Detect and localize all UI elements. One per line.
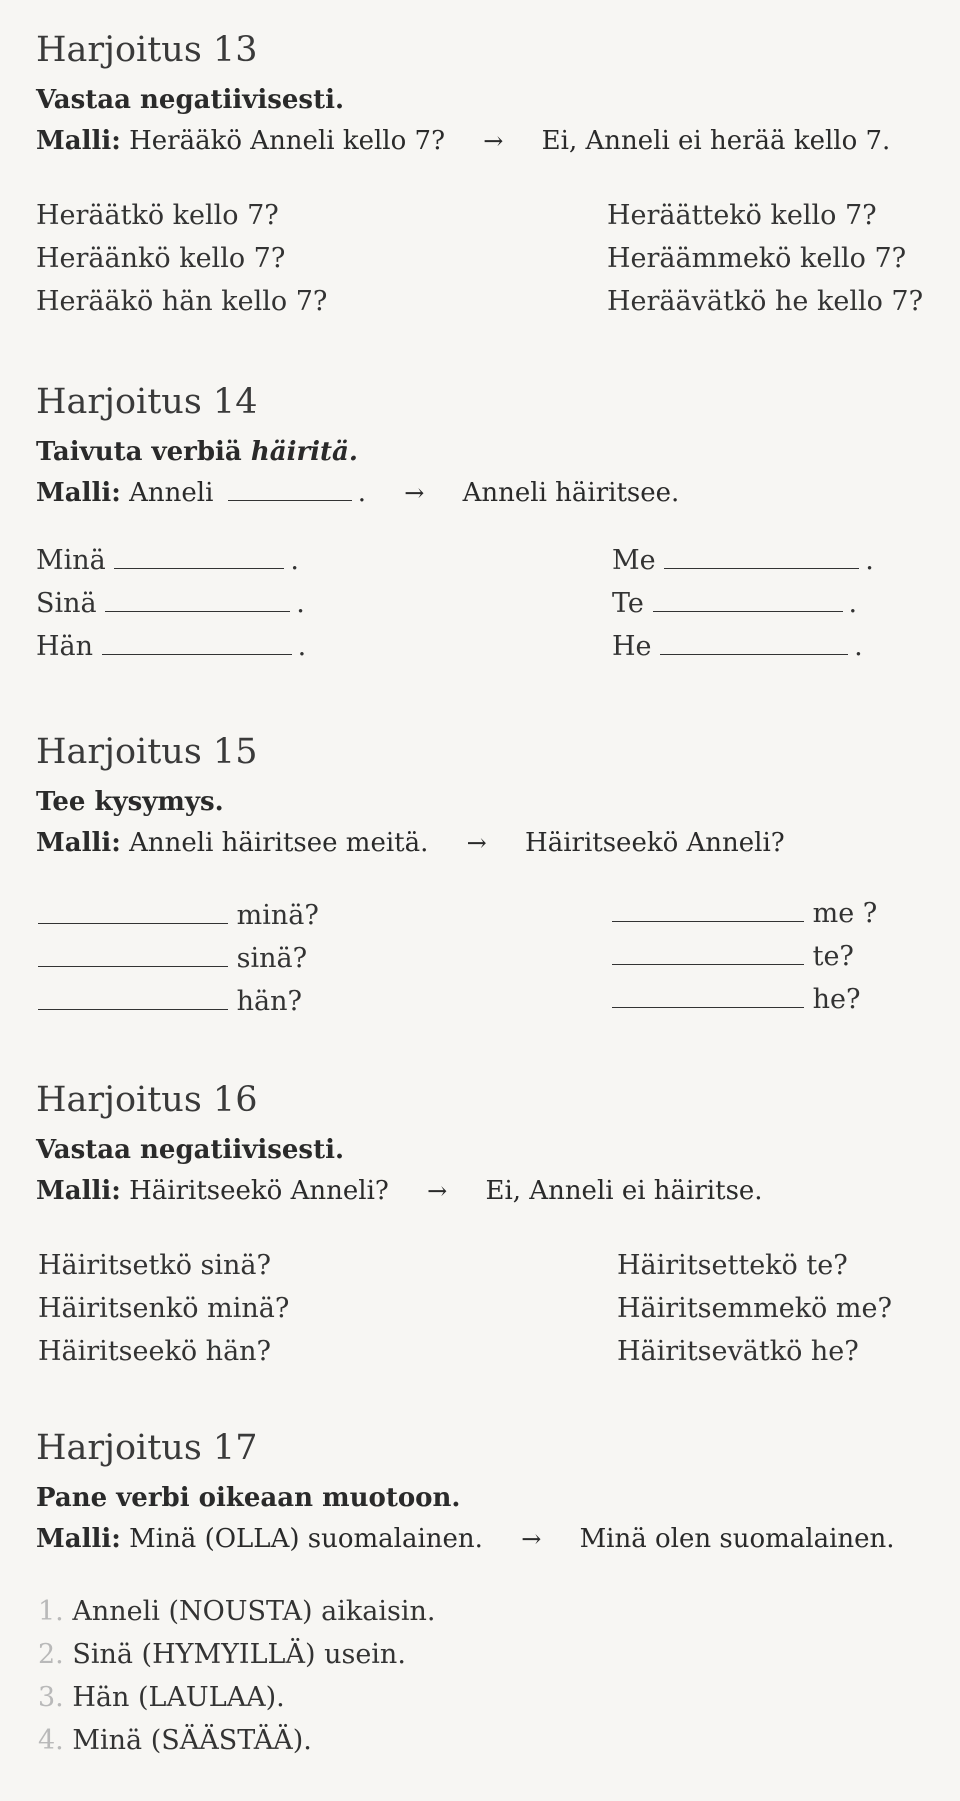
right-item: Heräämmekö kello 7? [607,243,907,274]
exercise-instruction [36,437,358,467]
pronoun: minä? [236,900,319,931]
pronoun: Sinä [36,588,97,619]
model-answer: Anneli häiritsee. [462,478,680,508]
model-question: Anneli [129,478,214,508]
model-label: Malli: [36,478,121,508]
model-question: Minä (OLLA) suomalainen. [129,1524,483,1554]
answer-blank[interactable] [660,632,848,655]
model-label: Malli: [36,1176,121,1206]
exercise-instruction: Pane verbi oikeaan muotoon. [36,1483,461,1513]
instruction-text: Taivuta verbiä [36,437,242,467]
model-answer: Häiritseekö Anneli? [525,828,785,858]
answer-blank[interactable] [664,546,859,569]
right-item: Häiritsevätkö he? [617,1336,859,1367]
right-item: Häiritsettekö te? [617,1250,848,1281]
list-item [38,1596,435,1627]
model-line [36,828,785,858]
model-label: Malli: [36,1524,121,1554]
period: . [865,545,874,576]
model-line [36,478,679,508]
left-item: Häiritsetkö sinä? [38,1250,272,1281]
right-item [612,941,854,972]
exercise-instruction: Vastaa negatiivisesti. [36,1135,345,1165]
pronoun: Te [612,588,644,619]
pronoun: Minä [36,545,106,576]
model-label: Malli: [36,126,121,156]
left-item [36,631,306,662]
right-item: Heräävätkö he kello 7? [607,286,924,317]
left-item [38,943,307,974]
answer-blank[interactable] [114,546,284,569]
period: . [290,545,299,576]
right-item [612,631,863,662]
answer-blank[interactable] [612,985,804,1008]
exercise-title: Harjoitus 16 [36,1080,258,1120]
answer-blank[interactable] [612,899,804,922]
answer-blank[interactable] [228,478,352,501]
model-line [36,1176,763,1206]
right-item: Heräättekö kello 7? [607,200,877,231]
item-number: 1. [38,1596,64,1627]
item-number: 3. [38,1682,64,1713]
item-text: Anneli (NOUSTA) aikaisin. [72,1596,436,1627]
exercise-instruction: Vastaa negatiivisesti. [36,85,345,115]
item-number: 2. [38,1639,64,1670]
answer-blank[interactable] [105,589,290,612]
right-item: Häiritsemmekö me? [617,1293,892,1324]
arrow-icon: → [521,1525,542,1553]
left-item [36,545,299,576]
item-number: 4. [38,1725,64,1756]
model-line [36,126,890,156]
left-item [38,900,319,931]
period: . [296,588,305,619]
right-item [612,898,877,929]
model-question: Anneli häiritsee meitä. [129,828,429,858]
model-answer: Ei, Anneli ei häiritse. [485,1176,763,1206]
arrow-icon: → [483,127,504,155]
answer-blank[interactable] [102,632,292,655]
pronoun: hän? [236,986,302,1017]
pronoun: sinä? [236,943,308,974]
item-text: Minä (SÄÄSTÄÄ). [72,1725,312,1756]
model-line [36,1524,895,1554]
list-item [38,1639,406,1670]
pronoun: He [612,631,652,662]
answer-blank[interactable] [612,942,804,965]
model-question: Herääkö Anneli kello 7? [129,126,446,156]
answer-blank[interactable] [38,987,228,1010]
right-item [612,588,857,619]
pronoun: te? [812,941,854,972]
answer-blank[interactable] [653,589,843,612]
pronoun: Hän [36,631,94,662]
arrow-icon: → [466,829,487,857]
left-item: Herääkö hän kello 7? [36,286,328,317]
period: . [854,631,863,662]
arrow-icon: → [404,479,425,507]
period: . [357,478,366,508]
exercise-title: Harjoitus 17 [36,1428,258,1468]
instruction-verb: häiritä. [250,437,358,467]
model-label: Malli: [36,828,121,858]
right-item [612,545,874,576]
list-item [38,1682,285,1713]
pronoun: he? [812,984,861,1015]
answer-blank[interactable] [38,944,228,967]
left-item [36,588,305,619]
model-question: Häiritseekö Anneli? [129,1176,389,1206]
item-text: Sinä (HYMYILLÄ) usein. [72,1639,406,1670]
exercise-title: Harjoitus 13 [36,30,258,70]
exercise-title: Harjoitus 14 [36,382,258,422]
model-answer: Ei, Anneli ei herää kello 7. [541,126,891,156]
model-answer: Minä olen suomalainen. [579,1524,895,1554]
left-item: Häiritsenkö minä? [38,1293,290,1324]
left-item: Heräänkö kello 7? [36,243,286,274]
list-item [38,1725,312,1756]
right-item [612,984,860,1015]
pronoun: Me [612,545,656,576]
period: . [848,588,858,619]
left-item [38,986,302,1017]
exercise-title: Harjoitus 15 [36,732,258,772]
arrow-icon: → [427,1177,448,1205]
left-item: Heräätkö kello 7? [36,200,279,231]
exercise-instruction: Tee kysymys. [36,787,224,817]
pronoun: me ? [812,898,878,929]
item-text: Hän (LAULAA). [72,1682,285,1713]
period: . [297,631,307,662]
left-item: Häiritseekö hän? [38,1336,272,1367]
answer-blank[interactable] [38,901,228,924]
